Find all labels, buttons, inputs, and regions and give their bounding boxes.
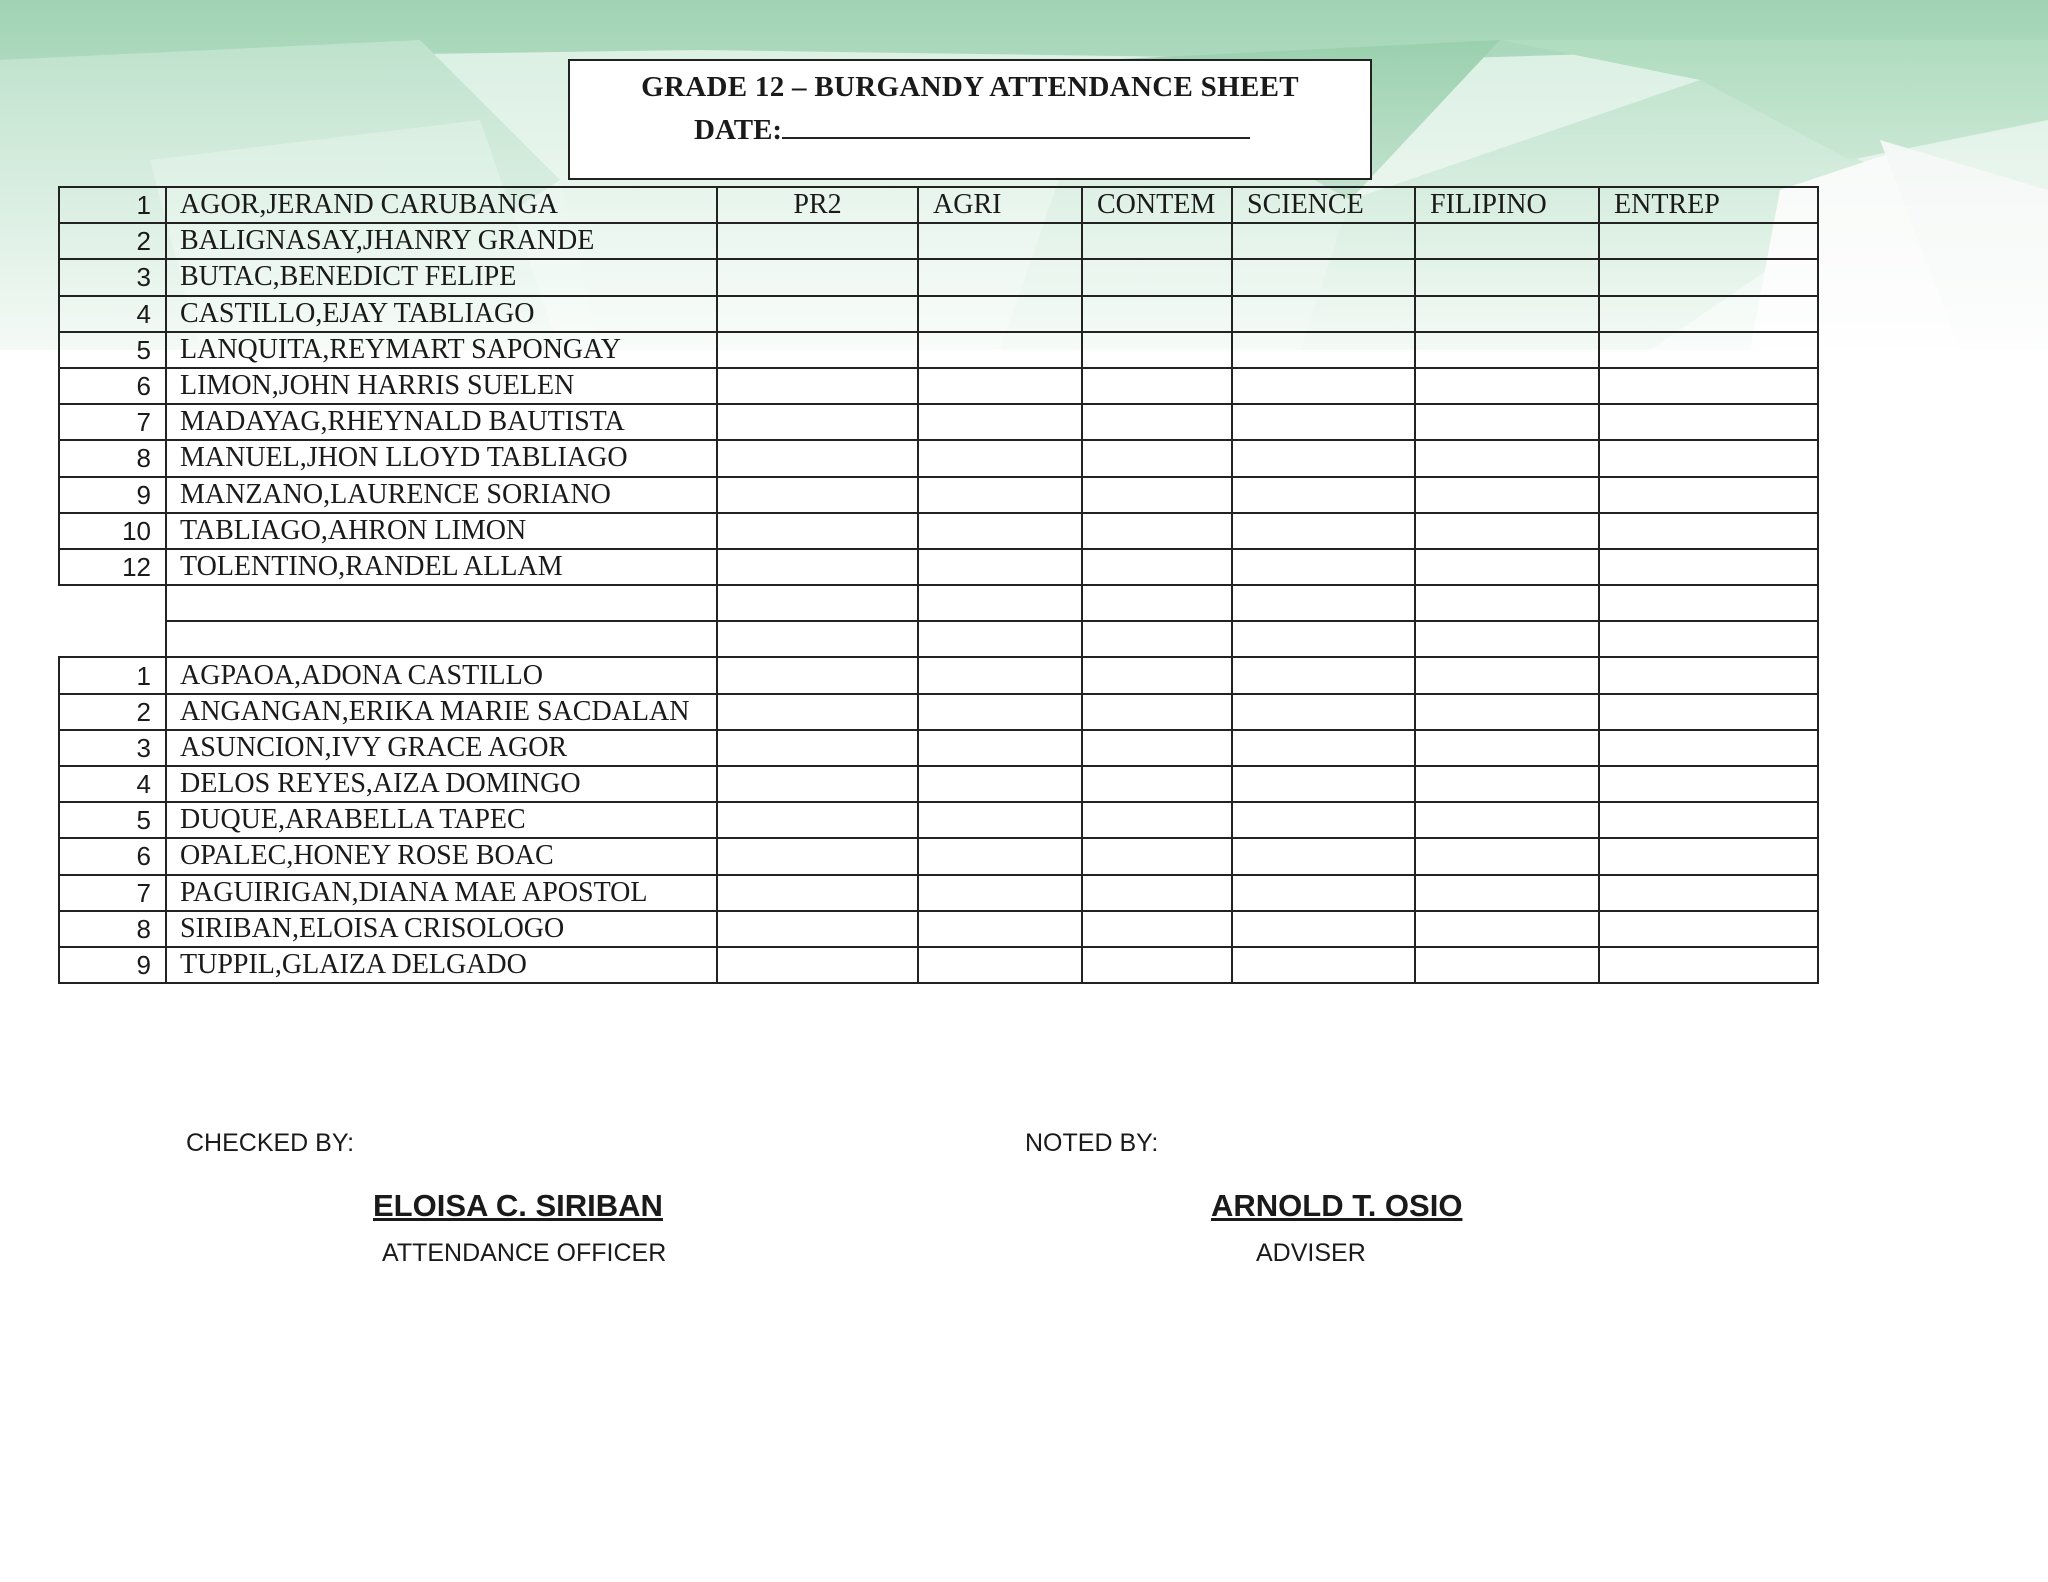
attendance-cell[interactable]: [1415, 223, 1599, 259]
attendance-cell[interactable]: [918, 513, 1082, 549]
table-row: [59, 730, 1818, 766]
attendance-cell[interactable]: [918, 368, 1082, 404]
student-name: DELOS REYES,AIZA DOMINGO: [166, 766, 717, 802]
attendance-cell[interactable]: [717, 513, 918, 549]
spacer-row: [59, 621, 1818, 657]
attendance-cell[interactable]: [1232, 657, 1415, 693]
student-name: BALIGNASAY,JHANRY GRANDE: [166, 223, 717, 259]
student-name: SIRIBAN,ELOISA CRISOLOGO: [166, 911, 717, 947]
student-name: MADAYAG,RHEYNALD BAUTISTA: [166, 404, 717, 440]
attendance-cell[interactable]: [918, 332, 1082, 368]
checker-title: ATTENDANCE OFFICER: [382, 1239, 667, 1267]
sheet-title: GRADE 12 – BURGANDY ATTENDANCE SHEET: [641, 71, 1299, 103]
attendance-cell[interactable]: [1082, 730, 1232, 766]
attendance-cell[interactable]: [717, 875, 918, 911]
student-name: AGPAOA,ADONA CASTILLO: [166, 657, 717, 693]
attendance-cell[interactable]: [1082, 802, 1232, 838]
table-row: [59, 838, 1818, 874]
attendance-cell[interactable]: [918, 404, 1082, 440]
row-number: 1: [59, 187, 166, 223]
student-name: DUQUE,ARABELLA TAPEC: [166, 802, 717, 838]
attendance-cell[interactable]: [1082, 585, 1232, 621]
attendance-cell[interactable]: [1599, 694, 1818, 730]
row-number: 2: [59, 694, 166, 730]
attendance-cell[interactable]: [1415, 477, 1599, 513]
table-row: [59, 259, 1818, 295]
attendance-cell[interactable]: [1599, 802, 1818, 838]
attendance-cell[interactable]: [1082, 621, 1232, 657]
row-number: 9: [59, 947, 166, 983]
noted-by-label: NOTED BY:: [1025, 1129, 1159, 1157]
table-row: [59, 875, 1818, 911]
attendance-cell[interactable]: [1415, 766, 1599, 802]
attendance-cell[interactable]: [1599, 332, 1818, 368]
attendance-cell[interactable]: [717, 477, 918, 513]
student-name: OPALEC,HONEY ROSE BOAC: [166, 838, 717, 874]
table-row: [59, 368, 1818, 404]
attendance-cell[interactable]: [717, 911, 918, 947]
table-row: [59, 549, 1818, 585]
attendance-cell[interactable]: [918, 838, 1082, 874]
subject-header-2: CONTEM: [1082, 187, 1232, 223]
attendance-cell[interactable]: [1082, 223, 1232, 259]
attendance-cell[interactable]: [1232, 296, 1415, 332]
student-name: ANGANGAN,ERIKA MARIE SACDALAN: [166, 694, 717, 730]
row-number: 3: [59, 730, 166, 766]
table-row: [59, 440, 1818, 476]
row-number: 6: [59, 838, 166, 874]
subject-header-3: SCIENCE: [1232, 187, 1415, 223]
date-label: DATE:: [694, 114, 783, 146]
table-row: [59, 477, 1818, 513]
attendance-cell[interactable]: [717, 296, 918, 332]
attendance-cell[interactable]: [1415, 404, 1599, 440]
attendance-cell[interactable]: [918, 549, 1082, 585]
title-box: [568, 59, 1372, 180]
student-name: BUTAC,BENEDICT FELIPE: [166, 259, 717, 295]
subject-header-1: AGRI: [918, 187, 1082, 223]
row-number: 4: [59, 766, 166, 802]
student-name: LANQUITA,REYMART SAPONGAY: [166, 332, 717, 368]
attendance-cell[interactable]: [1082, 477, 1232, 513]
table-row: [59, 296, 1818, 332]
attendance-cell[interactable]: [1082, 911, 1232, 947]
table-row: [59, 911, 1818, 947]
attendance-cell[interactable]: [918, 296, 1082, 332]
attendance-cell[interactable]: [918, 730, 1082, 766]
attendance-cell[interactable]: [1415, 259, 1599, 295]
attendance-cell[interactable]: [1599, 730, 1818, 766]
student-name: MANUEL,JHON LLOYD TABLIAGO: [166, 440, 717, 476]
attendance-cell[interactable]: [717, 368, 918, 404]
attendance-cell[interactable]: [1232, 875, 1415, 911]
student-name: PAGUIRIGAN,DIANA MAE APOSTOL: [166, 875, 717, 911]
attendance-cell[interactable]: [918, 223, 1082, 259]
attendance-cell[interactable]: [1415, 947, 1599, 983]
attendance-cell[interactable]: [1082, 296, 1232, 332]
attendance-cell[interactable]: [918, 694, 1082, 730]
row-number: 9: [59, 477, 166, 513]
attendance-cell[interactable]: [1082, 875, 1232, 911]
attendance-cell[interactable]: [1415, 513, 1599, 549]
row-number: 5: [59, 332, 166, 368]
attendance-cell[interactable]: [717, 223, 918, 259]
attendance-cell[interactable]: [1415, 730, 1599, 766]
attendance-cell[interactable]: [1415, 332, 1599, 368]
attendance-cell[interactable]: [1232, 513, 1415, 549]
attendance-cell[interactable]: [1232, 259, 1415, 295]
attendance-cell[interactable]: [1082, 766, 1232, 802]
attendance-cell[interactable]: [1232, 332, 1415, 368]
attendance-cell[interactable]: [1415, 694, 1599, 730]
student-name: TABLIAGO,AHRON LIMON: [166, 513, 717, 549]
attendance-cell[interactable]: [1599, 838, 1818, 874]
attendance-cell[interactable]: [1232, 585, 1415, 621]
subject-header-5: ENTREP: [1599, 187, 1818, 223]
attendance-cell[interactable]: [918, 621, 1082, 657]
subject-header-4: FILIPINO: [1415, 187, 1599, 223]
attendance-cell[interactable]: [1232, 694, 1415, 730]
attendance-cell[interactable]: [717, 766, 918, 802]
attendance-cell[interactable]: [1599, 657, 1818, 693]
attendance-cell[interactable]: [918, 802, 1082, 838]
checked-by-label: CHECKED BY:: [186, 1129, 355, 1157]
attendance-cell[interactable]: [918, 259, 1082, 295]
student-name: TUPPIL,GLAIZA DELGADO: [166, 947, 717, 983]
row-number: 10: [59, 513, 166, 549]
attendance-cell[interactable]: [1415, 802, 1599, 838]
noter-name: ARNOLD T. OSIO: [1211, 1188, 1463, 1223]
table-row: [59, 513, 1818, 549]
row-number: 7: [59, 404, 166, 440]
attendance-cell[interactable]: [1415, 549, 1599, 585]
attendance-cell[interactable]: [717, 259, 918, 295]
table-row: [59, 187, 1818, 223]
attendance-cell[interactable]: [1082, 947, 1232, 983]
attendance-cell[interactable]: [717, 838, 918, 874]
student-name: TOLENTINO,RANDEL ALLAM: [166, 549, 717, 585]
blank-name-cell[interactable]: [166, 621, 717, 657]
attendance-cell[interactable]: [1599, 404, 1818, 440]
table-row: [59, 947, 1818, 983]
row-number: 7: [59, 875, 166, 911]
attendance-cell[interactable]: [918, 947, 1082, 983]
attendance-cell[interactable]: [1415, 621, 1599, 657]
attendance-cell[interactable]: [1232, 440, 1415, 476]
attendance-cell[interactable]: [1232, 549, 1415, 585]
row-number: 12: [59, 549, 166, 585]
attendance-cell[interactable]: [1082, 838, 1232, 874]
attendance-cell[interactable]: [1599, 296, 1818, 332]
attendance-cell[interactable]: [1415, 875, 1599, 911]
table-row: [59, 223, 1818, 259]
attendance-cell[interactable]: [717, 585, 918, 621]
attendance-cell[interactable]: [1082, 259, 1232, 295]
checker-name: ELOISA C. SIRIBAN: [373, 1188, 663, 1223]
row-number: 6: [59, 368, 166, 404]
row-number: 8: [59, 911, 166, 947]
attendance-cell[interactable]: [717, 404, 918, 440]
attendance-cell[interactable]: [1599, 947, 1818, 983]
attendance-cell[interactable]: [918, 657, 1082, 693]
spacer-cell: [59, 585, 166, 621]
student-name: LIMON,JOHN HARRIS SUELEN: [166, 368, 717, 404]
attendance-cell[interactable]: [918, 911, 1082, 947]
attendance-cell[interactable]: [1415, 585, 1599, 621]
attendance-cell[interactable]: [1232, 368, 1415, 404]
attendance-cell[interactable]: [1599, 585, 1818, 621]
row-number: 4: [59, 296, 166, 332]
attendance-cell[interactable]: [1599, 875, 1818, 911]
spacer-cell: [59, 621, 166, 657]
attendance-cell[interactable]: [1232, 404, 1415, 440]
row-number: 2: [59, 223, 166, 259]
subject-header-0: PR2: [717, 187, 918, 223]
attendance-cell[interactable]: [1232, 621, 1415, 657]
spacer-row: [59, 585, 1818, 621]
attendance-cell[interactable]: [1415, 911, 1599, 947]
attendance-cell[interactable]: [1415, 368, 1599, 404]
attendance-cell[interactable]: [1599, 621, 1818, 657]
attendance-cell[interactable]: [717, 549, 918, 585]
attendance-cell[interactable]: [717, 694, 918, 730]
attendance-cell[interactable]: [1599, 766, 1818, 802]
row-number: 5: [59, 802, 166, 838]
attendance-cell[interactable]: [717, 621, 918, 657]
attendance-cell[interactable]: [1082, 368, 1232, 404]
attendance-cell[interactable]: [1599, 513, 1818, 549]
student-name: CASTILLO,EJAY TABLIAGO: [166, 296, 717, 332]
table-row: [59, 657, 1818, 693]
attendance-cell[interactable]: [717, 947, 918, 983]
attendance-cell[interactable]: [1599, 368, 1818, 404]
attendance-cell[interactable]: [918, 585, 1082, 621]
attendance-cell[interactable]: [1232, 838, 1415, 874]
attendance-cell[interactable]: [1232, 911, 1415, 947]
student-name: ASUNCION,IVY GRACE AGOR: [166, 730, 717, 766]
attendance-cell[interactable]: [1082, 549, 1232, 585]
attendance-cell[interactable]: [717, 802, 918, 838]
attendance-cell[interactable]: [1082, 440, 1232, 476]
attendance-cell[interactable]: [1232, 223, 1415, 259]
attendance-cell[interactable]: [717, 440, 918, 476]
attendance-cell[interactable]: [1082, 332, 1232, 368]
attendance-cell[interactable]: [717, 332, 918, 368]
student-name: MANZANO,LAURENCE SORIANO: [166, 477, 717, 513]
attendance-cell[interactable]: [1232, 766, 1415, 802]
attendance-cell[interactable]: [1082, 513, 1232, 549]
attendance-cell[interactable]: [1599, 477, 1818, 513]
attendance-cell[interactable]: [918, 766, 1082, 802]
table-row: [59, 802, 1818, 838]
attendance-cell[interactable]: [1232, 477, 1415, 513]
blank-name-cell[interactable]: [166, 585, 717, 621]
table-row: [59, 404, 1818, 440]
attendance-cell[interactable]: [717, 730, 918, 766]
noter-title: ADVISER: [1256, 1239, 1366, 1267]
attendance-cell[interactable]: [717, 657, 918, 693]
attendance-table: [58, 186, 1819, 984]
attendance-cell[interactable]: [1082, 694, 1232, 730]
attendance-cell[interactable]: [918, 477, 1082, 513]
attendance-cell[interactable]: [918, 440, 1082, 476]
date-field[interactable]: [694, 111, 1250, 147]
attendance-cell[interactable]: [1232, 947, 1415, 983]
attendance-cell[interactable]: [1599, 911, 1818, 947]
table-row: [59, 332, 1818, 368]
table-row: [59, 694, 1818, 730]
attendance-cell[interactable]: [1599, 549, 1818, 585]
attendance-cell[interactable]: [1415, 296, 1599, 332]
attendance-cell[interactable]: [1599, 259, 1818, 295]
row-number: 8: [59, 440, 166, 476]
attendance-cell[interactable]: [918, 875, 1082, 911]
table-row: [59, 766, 1818, 802]
row-number: 1: [59, 657, 166, 693]
date-blank[interactable]: [782, 111, 1250, 139]
attendance-cell[interactable]: [1599, 440, 1818, 476]
attendance-cell[interactable]: [1082, 404, 1232, 440]
attendance-cell[interactable]: [1232, 730, 1415, 766]
attendance-cell[interactable]: [1232, 802, 1415, 838]
attendance-cell[interactable]: [1415, 838, 1599, 874]
attendance-cell[interactable]: [1415, 440, 1599, 476]
attendance-cell[interactable]: [1599, 223, 1818, 259]
student-name: AGOR,JERAND CARUBANGA: [166, 187, 717, 223]
row-number: 3: [59, 259, 166, 295]
attendance-cell[interactable]: [1082, 657, 1232, 693]
attendance-cell[interactable]: [1415, 657, 1599, 693]
